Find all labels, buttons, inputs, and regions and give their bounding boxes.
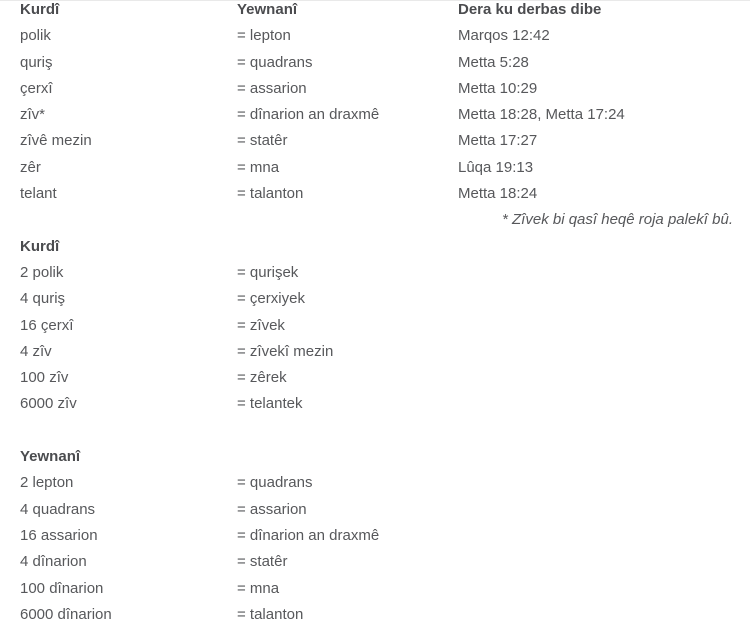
table-row: [20, 602, 733, 628]
table-row: [20, 260, 733, 286]
equivalent: = qurişek: [237, 263, 299, 281]
amount: 6000 dînarion: [20, 605, 112, 623]
table-row: [20, 365, 733, 391]
section3-header-row: [20, 444, 733, 470]
equivalent: = zîvek: [237, 316, 285, 334]
kurdi-term: telant: [20, 185, 57, 203]
equivalent: = assarion: [237, 500, 307, 518]
amount: 100 dînarion: [20, 579, 104, 597]
scripture-reference: Metta 18:28, Metta 17:24: [458, 106, 625, 124]
equivalent: = dînarion an draxmê: [237, 526, 380, 544]
equivalent: = statêr: [237, 553, 288, 571]
table-row: [20, 470, 733, 496]
column-header-yewnani: Yewnanî: [237, 1, 298, 18]
table-row: [20, 181, 733, 207]
section2-header-row: [20, 234, 733, 260]
greek-term: = mna: [237, 158, 280, 176]
kurdi-term: quriş: [20, 53, 53, 71]
scripture-reference: Metta 17:27: [458, 132, 538, 150]
table-row: [20, 339, 733, 365]
amount: 6000 zîv: [20, 395, 77, 413]
amount: 2 lepton: [20, 474, 74, 492]
table-row: [20, 523, 733, 549]
amount: 16 assarion: [20, 526, 98, 544]
amount: 4 quriş: [20, 290, 66, 308]
equivalent: = quadrans: [237, 474, 313, 492]
table-row: [20, 50, 733, 76]
equivalent: = çerxiyek: [237, 290, 305, 308]
table-row: [20, 497, 733, 523]
table-row: [20, 549, 733, 575]
amount: 16 çerxî: [20, 316, 74, 334]
greek-term: = statêr: [237, 132, 288, 150]
scripture-reference: Metta 5:28: [458, 53, 529, 71]
equivalent: = talanton: [237, 605, 304, 623]
section-header-kurdi: Kurdî: [20, 237, 60, 255]
column-header-kurdi: Kurdî: [20, 1, 60, 18]
scripture-reference: Metta 18:24: [458, 185, 538, 203]
amount: 4 quadrans: [20, 500, 96, 518]
section-header-yewnani: Yewnanî: [20, 448, 81, 466]
table-row: [20, 313, 733, 339]
equivalent: = zêrek: [237, 369, 287, 387]
equivalent: = mna: [237, 579, 280, 597]
equivalent: = zîvekî mezin: [237, 342, 334, 360]
section1-header-row: [20, 0, 733, 23]
section-gap: [20, 418, 733, 444]
kurdi-term: çerxî: [20, 79, 53, 97]
table-row: [20, 128, 733, 154]
greek-term: = assarion: [237, 79, 307, 97]
amount: 2 polik: [20, 263, 64, 281]
kurdi-term: zêr: [20, 158, 41, 176]
scripture-reference: Metta 10:29: [458, 79, 538, 97]
greek-term: = talanton: [237, 185, 304, 203]
kurdi-term: polik: [20, 27, 51, 45]
amount: 4 dînarion: [20, 553, 87, 571]
table-row: [20, 102, 733, 128]
equivalent: = telantek: [237, 395, 303, 413]
table-row: [20, 23, 733, 49]
column-header-reference: Dera ku derbas dibe: [458, 1, 602, 18]
table-row: [20, 155, 733, 181]
scripture-reference: Marqos 12:42: [458, 27, 550, 45]
greek-term: = lepton: [237, 27, 291, 45]
kurdi-term: zîvê mezin: [20, 132, 92, 150]
scripture-reference: Lûqa 19:13: [458, 158, 534, 176]
table-row: [20, 576, 733, 602]
table-row: [20, 286, 733, 312]
table-row: [20, 391, 733, 417]
kurdi-term: zîv*: [20, 106, 46, 124]
amount: 100 zîv: [20, 369, 69, 387]
greek-term: = quadrans: [237, 53, 313, 71]
amount: 4 zîv: [20, 342, 52, 360]
table-row: [20, 76, 733, 102]
greek-term: = dînarion an draxmê: [237, 106, 380, 124]
footnote: * Zîvek bi qasî heqê roja palekî bû.: [502, 211, 733, 229]
